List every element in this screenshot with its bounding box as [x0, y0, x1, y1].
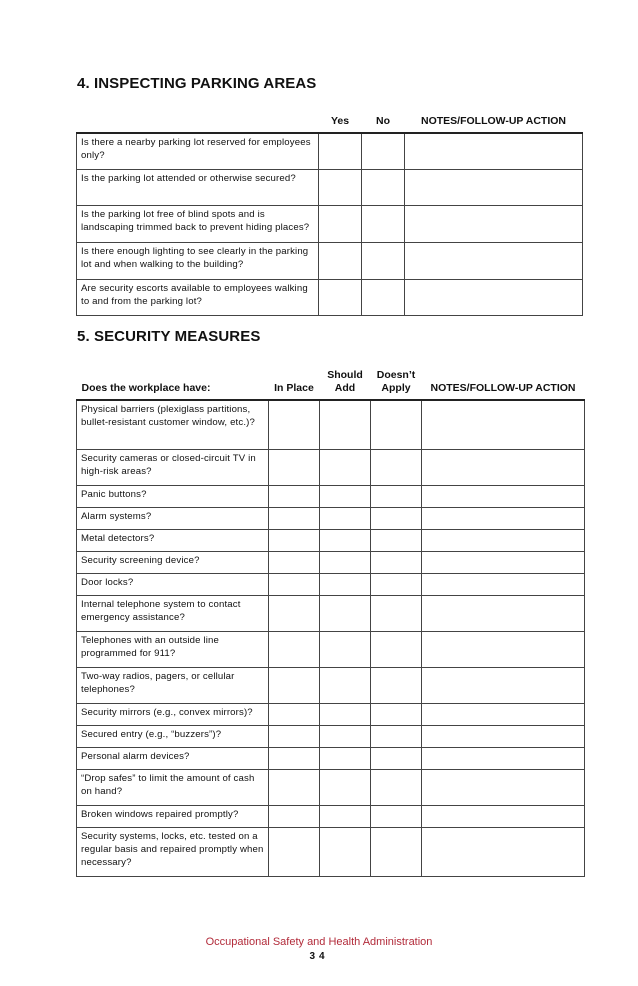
table-row — [77, 205, 583, 242]
yes-checkbox-cell[interactable] — [319, 279, 362, 315]
table-row — [77, 242, 583, 279]
doesnt-apply-checkbox-cell[interactable] — [371, 573, 422, 595]
question-text: Are security escorts available to employees walking to and from the parking lot? — [77, 279, 319, 315]
notes-cell[interactable] — [405, 133, 583, 169]
should-add-checkbox-cell[interactable] — [320, 667, 371, 703]
should-add-checkbox-cell[interactable] — [320, 747, 371, 769]
security-measures-table — [76, 364, 585, 877]
doesnt-apply-checkbox-cell[interactable] — [371, 449, 422, 485]
notes-cell[interactable] — [422, 449, 585, 485]
question-text: Telephones with an outside line programmed for 911? — [77, 631, 269, 667]
notes-cell[interactable] — [405, 242, 583, 279]
table-row — [77, 573, 585, 595]
should-add-checkbox-cell[interactable] — [320, 725, 371, 747]
yes-checkbox-cell[interactable] — [319, 205, 362, 242]
table-row — [77, 400, 585, 449]
should-add-checkbox-cell[interactable] — [320, 769, 371, 805]
notes-cell[interactable] — [422, 485, 585, 507]
table-row — [77, 485, 585, 507]
in-place-checkbox-cell[interactable] — [269, 667, 320, 703]
question-text: Is there a nearby parking lot reserved for employees only? — [77, 133, 319, 169]
should-add-checkbox-cell[interactable] — [320, 529, 371, 551]
question-text: Door locks? — [77, 573, 269, 595]
doesnt-apply-checkbox-cell[interactable] — [371, 827, 422, 876]
should-add-checkbox-cell[interactable] — [320, 595, 371, 631]
in-place-checkbox-cell[interactable] — [269, 551, 320, 573]
should-add-column-header: Should Add — [320, 364, 371, 400]
notes-cell[interactable] — [422, 725, 585, 747]
in-place-checkbox-cell[interactable] — [269, 631, 320, 667]
should-add-checkbox-cell[interactable] — [320, 449, 371, 485]
table-row — [77, 827, 585, 876]
notes-cell[interactable] — [422, 400, 585, 449]
question-text: Physical barriers (plexiglass partitions, bullet-resistant customer window, etc.)? — [77, 400, 269, 449]
table-row — [77, 595, 585, 631]
table-row — [77, 529, 585, 551]
in-place-checkbox-cell[interactable] — [269, 769, 320, 805]
question-text: Security mirrors (e.g., convex mirrors)? — [77, 703, 269, 725]
section-4-title: 4. INSPECTING PARKING AREAS — [77, 75, 317, 92]
question-text: Broken windows repaired promptly? — [77, 805, 269, 827]
question-text: Security screening device? — [77, 551, 269, 573]
should-add-checkbox-cell[interactable] — [320, 400, 371, 449]
no-checkbox-cell[interactable] — [362, 169, 405, 205]
doesnt-apply-checkbox-cell[interactable] — [371, 747, 422, 769]
question-text: “Drop safes” to limit the amount of cash on hand? — [77, 769, 269, 805]
table-row — [77, 769, 585, 805]
notes-cell[interactable] — [422, 507, 585, 529]
question-text: Is there enough lighting to see clearly in the parking lot and when walking to the building? — [77, 242, 319, 279]
in-place-checkbox-cell[interactable] — [269, 725, 320, 747]
doesnt-apply-checkbox-cell[interactable] — [371, 551, 422, 573]
notes-cell[interactable] — [405, 205, 583, 242]
table-row — [77, 725, 585, 747]
table-row — [77, 703, 585, 725]
should-add-checkbox-cell[interactable] — [320, 805, 371, 827]
notes-cell[interactable] — [422, 827, 585, 876]
notes-cell[interactable] — [422, 769, 585, 805]
notes-cell[interactable] — [405, 279, 583, 315]
in-place-checkbox-cell[interactable] — [269, 827, 320, 876]
doesnt-apply-column-header: Doesn’t Apply — [371, 364, 422, 400]
should-add-checkbox-cell[interactable] — [320, 485, 371, 507]
in-place-checkbox-cell[interactable] — [269, 485, 320, 507]
doesnt-apply-checkbox-cell[interactable] — [371, 667, 422, 703]
yes-checkbox-cell[interactable] — [319, 242, 362, 279]
doesnt-apply-checkbox-cell[interactable] — [371, 485, 422, 507]
should-add-checkbox-cell[interactable] — [320, 507, 371, 529]
should-add-checkbox-cell[interactable] — [320, 551, 371, 573]
question-text: Is the parking lot free of blind spots and is landscaping trimmed back to prevent hiding places? — [77, 205, 319, 242]
no-checkbox-cell[interactable] — [362, 133, 405, 169]
no-checkbox-cell[interactable] — [362, 242, 405, 279]
question-text: Internal telephone system to contact emergency assistance? — [77, 595, 269, 631]
notes-cell[interactable] — [422, 747, 585, 769]
page-number: 34 — [309, 951, 329, 962]
doesnt-apply-checkbox-cell[interactable] — [371, 703, 422, 725]
should-add-checkbox-cell[interactable] — [320, 631, 371, 667]
table-row — [77, 449, 585, 485]
table-row — [77, 279, 583, 315]
in-place-checkbox-cell[interactable] — [269, 595, 320, 631]
footer-organization: Occupational Safety and Health Administration — [205, 936, 433, 948]
notes-cell[interactable] — [422, 667, 585, 703]
in-place-checkbox-cell[interactable] — [269, 573, 320, 595]
table-row — [77, 631, 585, 667]
question-column-header: Does the workplace have: — [77, 364, 269, 400]
no-checkbox-cell[interactable] — [362, 205, 405, 242]
doesnt-apply-checkbox-cell[interactable] — [371, 595, 422, 631]
yes-checkbox-cell[interactable] — [319, 169, 362, 205]
notes-cell[interactable] — [422, 551, 585, 573]
in-place-checkbox-cell[interactable] — [269, 529, 320, 551]
doesnt-apply-checkbox-cell[interactable] — [371, 529, 422, 551]
question-text: Panic buttons? — [77, 485, 269, 507]
should-add-checkbox-cell[interactable] — [320, 827, 371, 876]
notes-cell[interactable] — [422, 631, 585, 667]
notes-cell[interactable] — [422, 805, 585, 827]
in-place-checkbox-cell[interactable] — [269, 703, 320, 725]
question-text: Two-way radios, pagers, or cellular telephones? — [77, 667, 269, 703]
notes-cell[interactable] — [405, 169, 583, 205]
doesnt-apply-checkbox-cell[interactable] — [371, 507, 422, 529]
table-row — [77, 551, 585, 573]
in-place-checkbox-cell[interactable] — [269, 747, 320, 769]
notes-cell[interactable] — [422, 703, 585, 725]
no-column-header: No — [362, 113, 405, 133]
question-column-header — [77, 113, 319, 133]
doesnt-apply-checkbox-cell[interactable] — [371, 805, 422, 827]
in-place-checkbox-cell[interactable] — [269, 805, 320, 827]
table-row — [77, 507, 585, 529]
question-text: Metal detectors? — [77, 529, 269, 551]
table-row — [77, 133, 583, 169]
should-add-checkbox-cell[interactable] — [320, 573, 371, 595]
no-checkbox-cell[interactable] — [362, 279, 405, 315]
in-place-checkbox-cell[interactable] — [269, 449, 320, 485]
doesnt-apply-checkbox-cell[interactable] — [371, 400, 422, 449]
notes-cell[interactable] — [422, 529, 585, 551]
yes-checkbox-cell[interactable] — [319, 133, 362, 169]
table-row — [77, 747, 585, 769]
question-text: Is the parking lot attended or otherwise secured? — [77, 169, 319, 205]
question-text: Secured entry (e.g., “buzzers”)? — [77, 725, 269, 747]
question-text: Alarm systems? — [77, 507, 269, 529]
in-place-checkbox-cell[interactable] — [269, 400, 320, 449]
doesnt-apply-checkbox-cell[interactable] — [371, 631, 422, 667]
doesnt-apply-checkbox-cell[interactable] — [371, 769, 422, 805]
in-place-checkbox-cell[interactable] — [269, 507, 320, 529]
table-row — [77, 667, 585, 703]
in-place-column-header: In Place — [269, 364, 320, 400]
table-row — [77, 169, 583, 205]
parking-areas-table — [76, 113, 583, 316]
table-row — [77, 805, 585, 827]
notes-column-header: NOTES/FOLLOW-UP ACTION — [405, 113, 583, 133]
section-5-title: 5. SECURITY MEASURES — [77, 328, 261, 345]
notes-column-header: NOTES/FOLLOW-UP ACTION — [422, 364, 585, 400]
yes-column-header: Yes — [319, 113, 362, 133]
notes-cell[interactable] — [422, 595, 585, 631]
question-text: Personal alarm devices? — [77, 747, 269, 769]
notes-cell[interactable] — [422, 573, 585, 595]
question-text: Security cameras or closed-circuit TV in high-risk areas? — [77, 449, 269, 485]
doesnt-apply-checkbox-cell[interactable] — [371, 725, 422, 747]
should-add-checkbox-cell[interactable] — [320, 703, 371, 725]
question-text: Security systems, locks, etc. tested on a regular basis and repaired promptly when necessary? — [77, 827, 269, 876]
